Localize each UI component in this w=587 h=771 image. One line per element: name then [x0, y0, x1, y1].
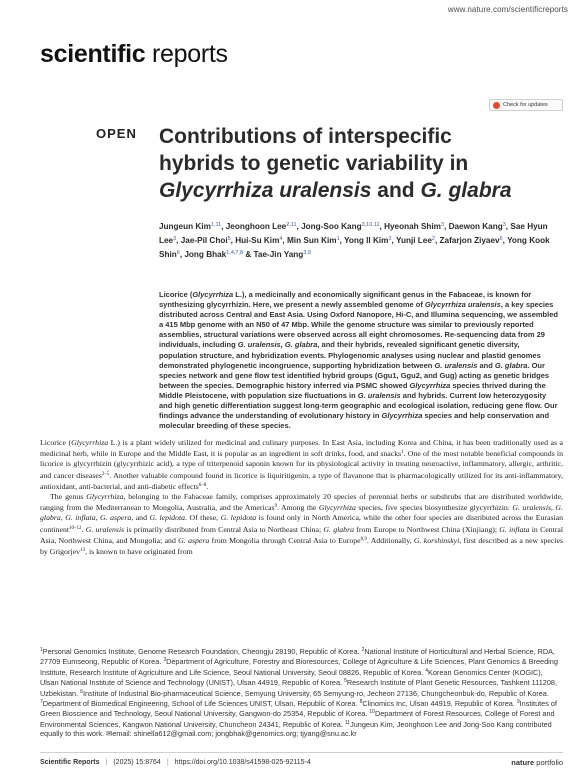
- author-affiliation-marker: 1: [336, 236, 340, 242]
- body-superscript: 10–12: [69, 525, 82, 531]
- footer-doi-link[interactable]: https://doi.org/10.1038/s41598-025-92115-4: [174, 758, 311, 766]
- author-name: Jong Bhak: [184, 250, 227, 259]
- body-text: . One of the most notable beneficial compounds in licorice is glycyrrhizin (glycyrrhizic acid), a type of triterpenoid saponin known for its physiological activity in treating neuroactive, inflammatory, allergic, arthritic, and cancer diseases: [40, 449, 563, 480]
- body-superscript: 1: [401, 450, 404, 456]
- abstract-text: . Our species network and gene flow test identified hybrid groups (Ggu1, Ggu2, and Gug) acting as genetic bridges between the species. Demographic history inferred via PSMC showed: [159, 360, 550, 390]
- author-name: Jeonghoon Lee: [225, 222, 287, 231]
- author-affiliation-marker: 1,11: [210, 222, 222, 228]
- author-name: Yunji Lee: [395, 236, 432, 245]
- author-name: Daewon Kang: [448, 222, 503, 231]
- affiliation-superscript: 9: [516, 699, 520, 706]
- journal-logo[interactable]: [40, 42, 228, 67]
- body-text: Glycyrrhiza: [71, 438, 109, 447]
- abstract-text: Glycyrrhiza: [192, 290, 234, 299]
- affiliation-superscript: 3: [163, 657, 167, 664]
- author-affiliation-marker: 6: [176, 250, 180, 256]
- title-species-2: G. glabra: [420, 179, 512, 202]
- abstract-text: Glycyrrhiza: [381, 411, 423, 421]
- body-superscript: 13: [80, 548, 86, 554]
- body-text: G. uralensis, G. glabra, G. inflata, G. aspera: [40, 503, 563, 523]
- affiliation-text: Institutes of Green Bioscience and Technology, Seoul National University, Gangwon-do 25354, Republic of Korea.: [40, 699, 557, 719]
- author-name: Min Sun Kim: [286, 236, 337, 245]
- check-for-updates-button[interactable]: [489, 99, 563, 111]
- body-text: is primarily distributed from Central Asia to Northeast China;: [124, 524, 324, 534]
- affiliation-superscript: 4: [425, 667, 428, 674]
- author-affiliation-marker: 4: [279, 236, 283, 242]
- abstract-text: , and their hybrids, revealed significant genetic diversity, population structure, and hybridization events. Phylogenomic analyses using nuclear and plastid genomes demonstrated phylogenetic incongruence, supporting hybridization between: [159, 340, 541, 370]
- body-text: . Among the: [277, 503, 319, 513]
- abstract-text: Glycyrrhiza uralensis: [424, 300, 501, 310]
- author-name: Sae Hyun Lee: [159, 222, 548, 245]
- publisher-logo: [511, 758, 563, 767]
- author-affiliation-marker: 3: [502, 222, 506, 228]
- author-name: Jong-Soo Kang: [301, 222, 362, 231]
- author-affiliation-marker: 2: [388, 236, 392, 242]
- body-paragraph-2: [40, 492, 563, 557]
- body-text: is found only in North America, while the other four species are distributed across the Eurasian continent: [40, 513, 564, 534]
- affiliation-superscript: 10: [369, 709, 375, 716]
- publisher-logo-light: portfolio: [534, 757, 563, 767]
- body-text: , is known to have originated from: [85, 547, 193, 557]
- page-footer: [40, 756, 563, 768]
- body-text: , belonging to the Fabaceae family, comprises approximately 20 species of perennial herbs or subshrubs that are distributed worldwide, ranging from the Mediterranean to Mongolia, Australia, and the Americas: [40, 492, 563, 513]
- affiliation-text: Korean Genomics Center (KOGIC), Ulsan National Institute of Science and Technology (UNIST), Ulsan 44919, Republic of Korea.: [40, 667, 543, 688]
- open-access-label: OPEN: [96, 126, 137, 141]
- footer-separator: |: [105, 758, 108, 766]
- affiliation-text: National Institute of Horticultural and Herbal Science, RDA, 27709 Eumseong, Republic of Korea.: [40, 647, 556, 667]
- affiliations: [40, 646, 563, 739]
- abstract-text: G. uralensis, G. glabra: [237, 340, 318, 350]
- journal-url[interactable]: www.nature.com/scientificreports: [447, 5, 568, 14]
- author-name: Tae-Jin Yang: [253, 250, 304, 259]
- body-superscript: 9: [274, 504, 278, 510]
- affiliation-superscript: 1: [40, 647, 43, 653]
- abstract: [159, 290, 559, 431]
- affiliation-text: Clinomics Inc, Ulsan 44919, Republic of Korea.: [362, 699, 517, 709]
- abstract-text: G. glabra: [494, 360, 528, 370]
- body-text: Licorice (: [40, 438, 72, 447]
- author-list: Jungeun Kim$^{1,11}$, Jeonghoon Lee$^{2,11}$, Jong-Soo Kang$^{3,10,11}$, Hyeonah Shim$^3$, Daewon Kang$^3$, Sae Hyun Lee$^3$, Jae-Pil Choi$^5$, Hui-Su Kim$^4$, Min Sun Kim$^1$, Yong Il Kim$^2$, Yunji Lee$^2$, Zafarjon Ziyaev$^6$, Yong Kook Shin$^6$, Jong Bhak$^{1,4,7,8}$ & Tae-Jin Yang$^{3,9}$: [159, 222, 550, 259]
- affiliation-text: Research Institute of Plant Genetic Resources, Tashkent 111208, Uzbekistan.: [40, 678, 557, 698]
- author-name: Hyeonah Shim: [384, 222, 441, 231]
- author-affiliation-marker: 2: [431, 236, 435, 242]
- crossmark-icon: [493, 102, 500, 109]
- author-affiliation-marker: 3: [173, 236, 177, 242]
- affiliation-superscript: 6: [80, 688, 83, 695]
- abstract-text: Glycyrrhiza: [409, 380, 451, 390]
- abstract-text: G. uralensis: [357, 390, 401, 400]
- body-text: [40, 438, 563, 557]
- author-name: Jae-Pil Choi: [180, 236, 228, 245]
- affiliation-text: email: shinella612@gmail.com; jongbhak@genomics.org; tjyang@snu.ac.kr: [112, 729, 357, 739]
- author[interactable]: [226, 222, 297, 231]
- author-name: Hui-Su Kim: [235, 236, 280, 245]
- author-affiliation-marker: 3,10,11: [361, 222, 380, 228]
- author-affiliation-marker: 1,4,7,8: [226, 250, 244, 256]
- abstract-text: L.), a medicinally and economically significant genus in the Fabaceae, is known for synthesizing glycyrrhizin. Here, we present a newly assembled genome of: [159, 290, 532, 310]
- abstract-text: species thrived during the Middle Pleistocene, with population size fluctuations in: [159, 380, 546, 400]
- author-name: Yong Kook Shin: [159, 236, 550, 259]
- affiliation-superscript: 2: [361, 647, 365, 653]
- title-line-1: Contributions of interspecific: [159, 125, 452, 148]
- body-text: G. lepidota: [220, 513, 257, 523]
- affiliation-text: Jungeun Kim, Jeonghoon Lee and Jong-Soo Kang contributed equally to this work.: [40, 719, 552, 739]
- author[interactable]: [449, 222, 506, 231]
- publisher-logo-bold: nature: [511, 757, 535, 767]
- author-affiliation-marker: 3,9: [303, 250, 311, 256]
- author[interactable]: [344, 236, 392, 245]
- affiliation-text: Department of Agriculture, Forestry and Bioresources, College of Agriculture & Life Sciences, Plant Genomics & Breeding Institute, Research Institute of Agriculture and Life Science, Seoul National University, Seoul 08826, Republic of Korea.: [40, 657, 558, 677]
- abstract-text: , a key species distributed across Central and East Asia. Using Oxford Nanopore, Hi-C, and Illumina sequencing, we assembled a 415 Mbp genome with an N50 of 47 Mbp. While the genome structure was similar to previously reported assemblies, structural variations were observed across all eight chromosomes. Re-sequencing data from 29 individuals, including: [159, 300, 558, 350]
- author[interactable]: [301, 222, 379, 231]
- author-name: Yong Il Kim: [344, 236, 389, 245]
- body-text: G. glabra: [323, 524, 355, 534]
- affiliation-superscript: 7: [40, 699, 43, 706]
- author[interactable]: [181, 236, 231, 245]
- body-text: The genus: [50, 492, 87, 502]
- author[interactable]: [159, 222, 221, 231]
- author[interactable]: [235, 236, 282, 245]
- abstract-text: and hybrids. Current low heterozygosity and high genetic differentiation suggest long-term geographic and ecological isolation, reducing gene flow. Our findings advance the understanding of evolutionary history in: [159, 390, 558, 421]
- affiliation-superscript: 8: [359, 699, 363, 706]
- body-text: in Central Asia, Northwest China, and Mongolia; and: [40, 524, 564, 545]
- author-affiliation-marker: 3: [440, 222, 445, 228]
- affiliation-text: Department of Biomedical Engineering, School of Life Sciences UNIST, Ulsan, Republic of Korea.: [42, 699, 360, 709]
- author-affiliation-marker: 2,11: [286, 222, 297, 228]
- body-text: from Europe to Northwest China (Xinjiang);: [354, 524, 500, 534]
- body-text: . Another valuable compound found in licorice is liquiritigenin, a type of flavanone that is pharmacologically utilized for its anti-inflammatory, antioxidant, anti-bacterial, and anti-diabetic effects: [40, 470, 563, 491]
- body-text: from Mongolia through Central Asia to Europe: [209, 535, 361, 545]
- body-text: G. lepidota: [149, 513, 186, 523]
- footer-separator: |: [166, 758, 169, 766]
- body-text: G. inflata: [499, 524, 530, 534]
- affiliation-text: ✉: [106, 729, 113, 739]
- abstract-text: Licorice (: [159, 290, 193, 299]
- footer-journal: Scientific Reports: [40, 758, 100, 766]
- affiliation-superscript: 5: [344, 678, 347, 685]
- body-text: L.) is a plant widely utilized for medicinal and culinary purposes. In East Asia, including Korea and China, it has been traditionally used as a medicinal herb, while in Europe and the Middle East, it is popular as an ingredient in soft drinks, food, and snacks: [40, 438, 563, 459]
- check-for-updates-label: Check for updates: [503, 102, 548, 108]
- title-and: and: [371, 179, 421, 202]
- body-text: . Additionally,: [366, 535, 414, 545]
- article-title: [159, 123, 559, 204]
- affiliation-text: Institute of Industrial Bio-pharmaceutical Science, Semyung University, 65 Semyung-ro, Jecheon 27136, Chungcheonbuk-do, Republic of Korea.: [82, 688, 549, 698]
- footer-divider: [40, 752, 563, 753]
- logo-light-text: reports: [145, 40, 228, 68]
- body-text: Glycyrrhiza: [318, 503, 356, 513]
- title-line-2: hybrids to genetic variability in: [159, 152, 469, 175]
- author-name: Zafarjon Ziyaev: [439, 236, 500, 245]
- affiliation-text: Department of Forest Resources, College of Forest and Environmental Sciences, Kangwon National University, Chuncheon 24341, Republic of Korea.: [40, 709, 555, 729]
- abstract-text: G. uralensis: [434, 360, 478, 370]
- author[interactable]: [184, 250, 243, 259]
- body-text: Glycyrrhiza: [86, 492, 124, 502]
- author-affiliation-marker: 5: [227, 236, 231, 242]
- abstract-text: and: [477, 360, 495, 370]
- abstract-text: species and help conservation and molecular breeding of these species.: [159, 411, 550, 431]
- affiliation-superscript: 11: [344, 719, 351, 726]
- title-species-1: Glycyrrhiza uralensis: [159, 179, 372, 202]
- body-text: G. uralensis: [85, 524, 125, 534]
- body-text: , first described as a new species by Grigorjev: [40, 535, 563, 557]
- affiliation-text: Personal Genomics Institute, Genome Research Foundation, Cheongju 28190, Republic of Korea.: [42, 647, 362, 656]
- body-text: .: [206, 481, 209, 491]
- logo-bold-text: scientific: [40, 40, 146, 68]
- body-superscript: 8,9: [360, 536, 367, 542]
- body-paragraph-1: [40, 438, 563, 492]
- body-text: species, five species biosynthesize glycyrrhizin:: [355, 503, 513, 513]
- body-text: G. aspera: [178, 535, 210, 545]
- author[interactable]: [254, 250, 311, 259]
- author[interactable]: [440, 236, 503, 245]
- author-affiliation-marker: 6: [499, 236, 503, 242]
- author[interactable]: [384, 222, 444, 231]
- body-text: .: [81, 524, 86, 534]
- body-superscript: 6–8: [198, 482, 207, 488]
- body-text: , and: [131, 513, 150, 523]
- body-text: . Of these,: [185, 513, 221, 523]
- author[interactable]: [287, 236, 340, 245]
- author[interactable]: [396, 236, 435, 245]
- footer-citation: (2025) 15:8764: [113, 758, 161, 766]
- body-text: G. korshinskyi: [413, 535, 460, 545]
- body-superscript: 2–5: [101, 471, 110, 477]
- author-name: Jungeun Kim: [159, 222, 211, 231]
